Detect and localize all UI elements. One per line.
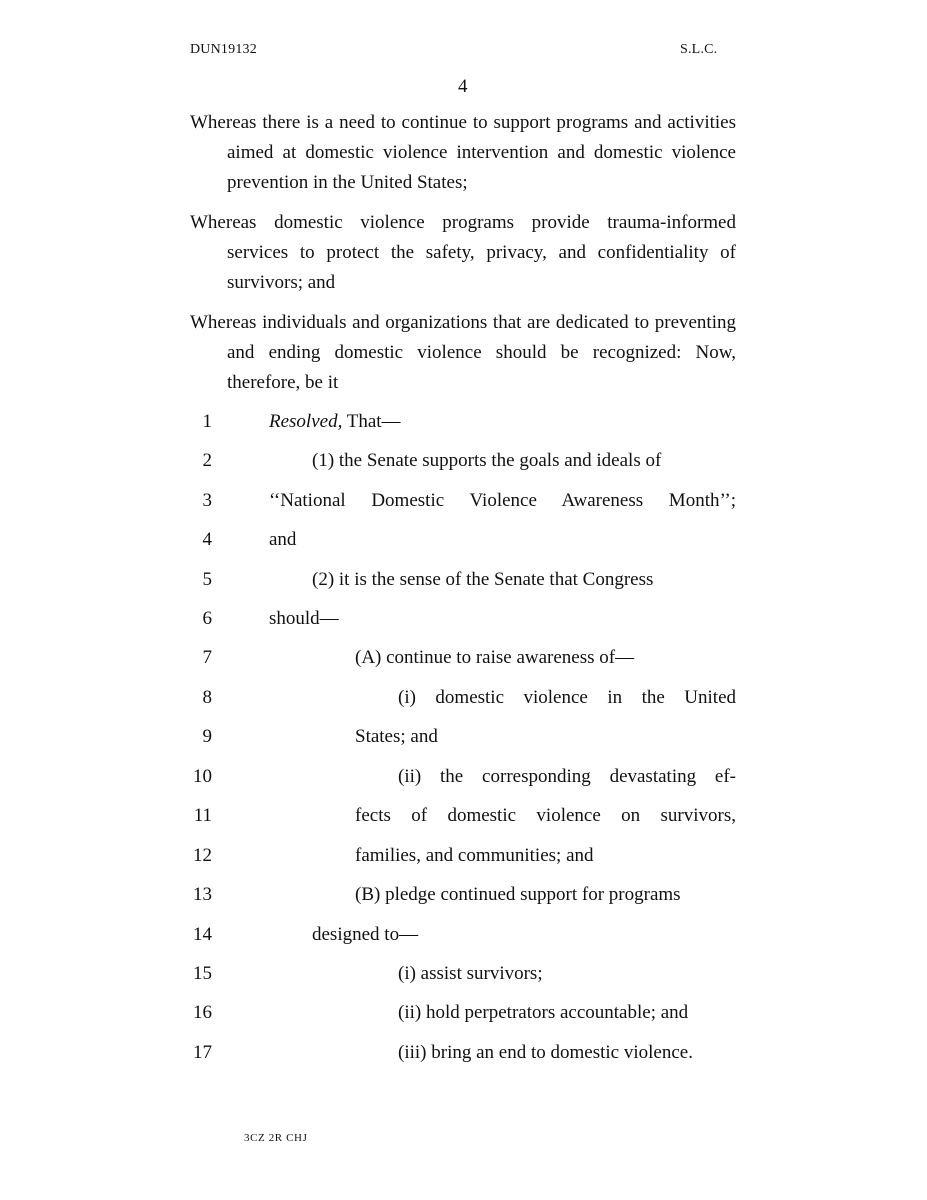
resolution-line — [0, 841, 927, 871]
line-number: 17 — [193, 1042, 212, 1063]
line-text: and — [269, 529, 297, 550]
resolution-line — [0, 604, 927, 634]
line-text: (i) assist survivors; — [398, 963, 543, 984]
resolution-line — [0, 525, 927, 555]
line-number: 10 — [193, 766, 212, 787]
line-text: designed to— — [312, 924, 419, 945]
page-number: 4 — [458, 76, 468, 97]
line-text: (B) pledge continued support for programs — [355, 884, 681, 905]
line-number: 14 — [193, 924, 212, 945]
whereas-clause-2: Whereas domestic violence programs provide trauma-informed services to protect the safety, privacy, and confidentiality of survivors; and — [190, 212, 736, 293]
line-number: 15 — [193, 963, 212, 984]
line-text: (1) the Senate supports the goals and ideals of — [312, 450, 662, 471]
line-number: 4 — [202, 529, 212, 550]
line-number: 13 — [193, 884, 212, 905]
line-number: 16 — [193, 1002, 212, 1023]
resolution-line — [0, 959, 927, 989]
resolution-line — [0, 643, 927, 673]
line-text: Resolved, That— — [269, 411, 401, 432]
resolution-line — [0, 683, 927, 713]
line-number: 7 — [202, 647, 212, 668]
resolution-line — [0, 565, 927, 595]
line-text: (i) domestic violence in the United — [398, 687, 736, 708]
line-number: 8 — [202, 687, 212, 708]
line-number: 11 — [193, 805, 212, 826]
office-code: S.L.C. — [680, 42, 718, 57]
resolution-line — [0, 762, 927, 792]
line-number: 1 — [202, 411, 212, 432]
line-number: 3 — [202, 490, 212, 511]
resolution-line — [0, 407, 927, 437]
resolution-line — [0, 486, 927, 516]
resolution-line — [0, 1038, 927, 1068]
line-text: States; and — [355, 726, 438, 747]
line-text: should— — [269, 608, 339, 629]
line-text: families, and communities; and — [355, 845, 594, 866]
line-text: (iii) bring an end to domestic violence. — [398, 1042, 693, 1063]
line-text: ‘‘National Domestic Violence Awareness Month’’; — [269, 490, 736, 511]
resolution-line — [0, 880, 927, 910]
resolution-line — [0, 722, 927, 752]
whereas-clause-3: Whereas individuals and organizations that are dedicated to preventing and ending domestic violence should be recognized: Now, therefore, be it — [190, 312, 736, 393]
resolution-line — [0, 998, 927, 1028]
resolution-line — [0, 920, 927, 950]
line-number: 5 — [202, 569, 212, 590]
line-text: (A) continue to raise awareness of— — [355, 647, 635, 668]
whereas-clause-1: Whereas there is a need to continue to support programs and activities aimed at domestic violence intervention and domestic violence prevention in the United States; — [190, 112, 736, 193]
line-text: (ii) the corresponding devastating ef- — [398, 766, 736, 787]
document-id: DUN19132 — [190, 42, 257, 57]
resolution-line — [0, 446, 927, 476]
line-number: 12 — [193, 845, 212, 866]
line-number: 9 — [202, 726, 212, 747]
resolved-word: Resolved, — [269, 411, 343, 432]
line-text: (2) it is the sense of the Senate that Congress — [312, 569, 654, 590]
line-number: 2 — [202, 450, 212, 471]
resolution-line — [0, 801, 927, 831]
line-text: (ii) hold perpetrators accountable; and — [398, 1002, 689, 1023]
line-number: 6 — [202, 608, 212, 629]
footer-code: 3CZ 2R CHJ — [244, 1132, 308, 1144]
line-text: fects of domestic violence on survivors, — [355, 805, 736, 826]
